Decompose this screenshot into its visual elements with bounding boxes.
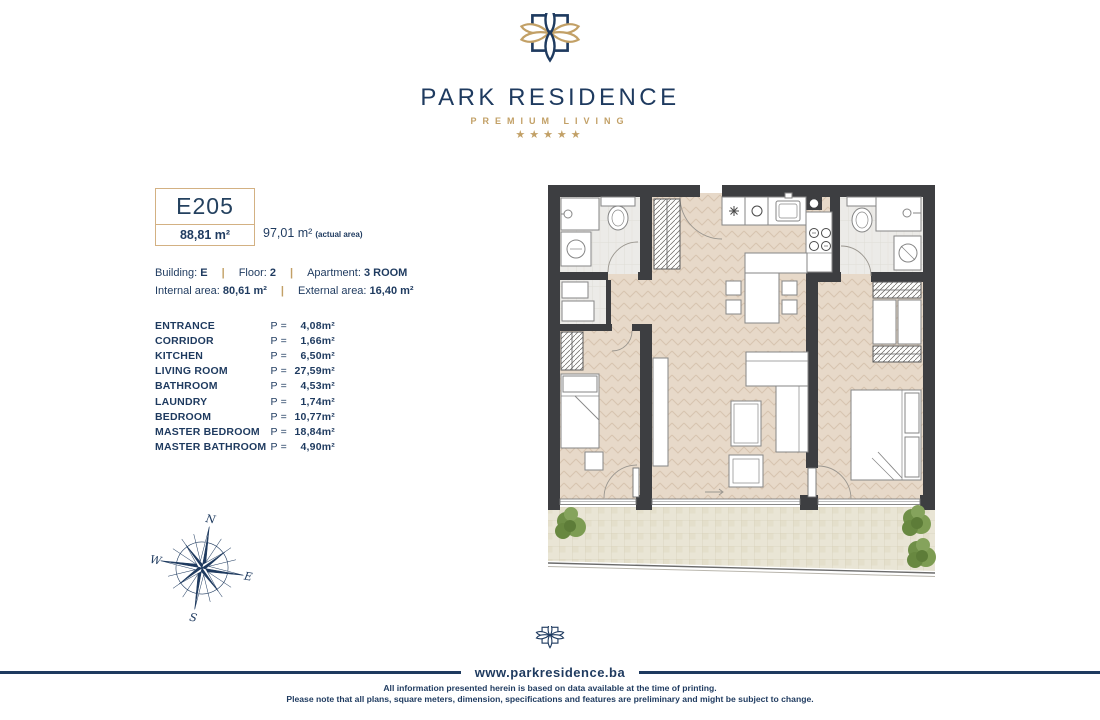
flue-icon — [810, 200, 818, 208]
internal-area-value: 80,61 m² — [222, 285, 267, 297]
chair — [726, 300, 741, 314]
pillow — [905, 437, 919, 477]
unit-code: E205 — [156, 189, 254, 225]
chair — [782, 300, 797, 314]
table-row: MASTER BATHROOM P = 4,90m² — [155, 441, 335, 454]
compass-rose — [150, 512, 254, 629]
divider — [639, 671, 1100, 675]
toilet-icon — [608, 206, 628, 230]
sofa — [746, 352, 808, 386]
emblem-petal-bottom — [545, 32, 554, 61]
floor-plan — [545, 183, 937, 585]
website-url: www.parkresidence.ba — [474, 665, 626, 680]
emblem-leaf-left-bottom — [521, 32, 549, 42]
floor-areas — [548, 193, 935, 577]
table-row: KITCHEN P = 6,50m² — [155, 349, 335, 362]
emblem-leaf-right-bottom — [551, 32, 579, 42]
table-row: BATHROOM P = 4,53m² — [155, 380, 335, 393]
internal-area-label: Internal area: — [155, 285, 220, 297]
kitchen-island — [745, 253, 807, 273]
divider — [0, 671, 461, 675]
pillow — [563, 376, 597, 392]
table-row: ENTRANCE P = 4,08m² — [155, 319, 335, 332]
brand-emblem-icon — [0, 13, 1100, 80]
disclaimer-line-1: All information presented herein is based on data available at the time of printing. — [383, 683, 717, 693]
dining-table — [745, 273, 779, 323]
unit-total-area: 88,81 m² — [179, 228, 231, 242]
table-row: LIVING ROOM P = 27,59m² — [155, 365, 335, 378]
brand-stars: ★★★★★ — [515, 129, 585, 141]
pillow — [905, 393, 919, 433]
door-leaf — [808, 468, 816, 497]
toilet-tank — [601, 197, 635, 206]
sink-counter — [561, 198, 599, 230]
separator: | — [280, 285, 284, 297]
table-row: CORRIDOR P = 1,66m² — [155, 334, 335, 347]
website-row — [0, 665, 1100, 680]
compass-w-label: W — [150, 552, 163, 568]
table-row: MASTER BEDROOM P = 18,84m² — [155, 425, 335, 438]
separator: | — [221, 267, 225, 279]
table-row: LAUNDRY P = 1,74m² — [155, 395, 335, 408]
sink-counter — [876, 197, 921, 231]
brand-tagline: PREMIUM LIVING — [470, 116, 630, 126]
room-area-table — [155, 318, 335, 455]
unit-info-line-2 — [155, 285, 414, 297]
floor-label: Floor: — [238, 267, 267, 279]
apartment-value: 3 ROOM — [363, 267, 408, 279]
floor-value: 2 — [269, 267, 276, 279]
unit-info-line-1 — [155, 267, 407, 279]
compass-e-label: E — [243, 569, 254, 584]
compass-n-label: N — [204, 512, 217, 527]
compass-s-label: S — [188, 610, 199, 624]
building-value: E — [200, 267, 208, 279]
actual-area — [263, 226, 362, 240]
coffee-table — [731, 401, 761, 446]
building-label: Building: — [155, 267, 198, 279]
sliding-doors — [560, 499, 920, 505]
hob-icon — [729, 206, 739, 216]
entrance-wardrobe — [654, 199, 680, 269]
footer-emblem-icon — [0, 626, 1100, 663]
separator: | — [290, 267, 294, 279]
disclaimer-line-2: Please note that all plans, square meters, dimension, specifications and features are preliminary and might be subject to change. — [286, 694, 814, 704]
door-leaf — [633, 468, 639, 497]
actual-area-note: (actual area) — [315, 230, 363, 239]
toilet-tank — [847, 197, 879, 206]
sideboard — [653, 358, 668, 466]
unit-code-box — [155, 188, 255, 246]
actual-area-value: 97,01 m² — [263, 226, 313, 240]
external-area-label: External area: — [298, 285, 367, 297]
chair — [726, 281, 741, 295]
apartment-label: Apartment: — [307, 267, 361, 279]
terrace-floor — [548, 507, 935, 571]
tv-unit — [729, 455, 763, 487]
external-area-value: 16,40 m² — [369, 285, 414, 297]
toilet-icon — [852, 208, 872, 232]
table-row: BEDROOM P = 10,77m² — [155, 410, 335, 423]
chair — [782, 281, 797, 295]
brand-header — [0, 0, 1100, 141]
brand-name: PARK RESIDENCE — [420, 84, 680, 111]
nightstand — [585, 452, 603, 470]
